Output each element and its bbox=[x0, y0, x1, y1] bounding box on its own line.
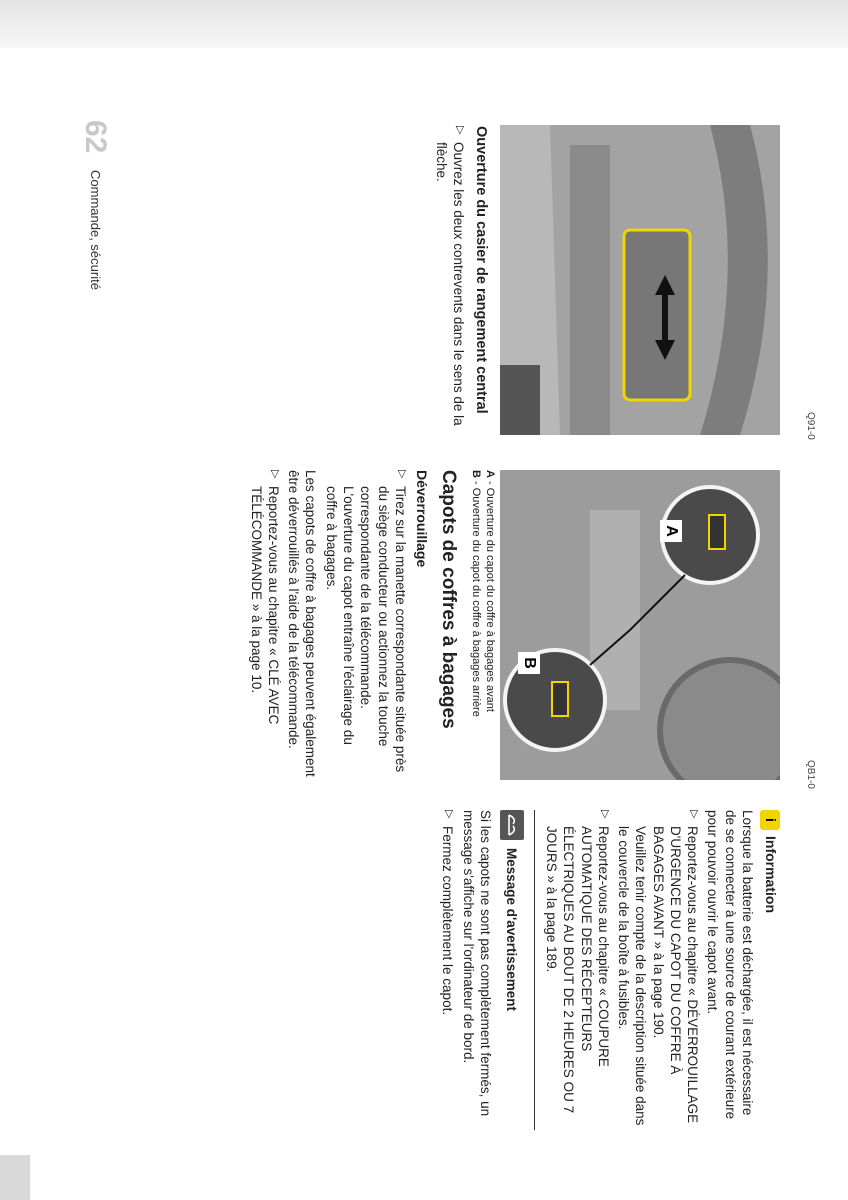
storage-bullet bbox=[433, 126, 468, 446]
hoods-section-title: Capots de coffres à bagages bbox=[438, 470, 459, 729]
triangle-bullet-icon: ▷ bbox=[454, 126, 467, 135]
warning-text: Si les capots ne sont pas complètement fermés, un message s'affiche sur l'ordinateur de bord. bbox=[460, 810, 493, 1117]
running-title: Commande, sécurité bbox=[88, 170, 103, 290]
caption-b-text: Ouverture du capot du coffre à bagages arrière bbox=[470, 487, 483, 717]
info-note: Veuillez tenir compte de la description située dans le couvercle de la boîte à fusibles. bbox=[616, 826, 649, 1126]
hood-release-illustration bbox=[500, 470, 780, 780]
triangle-bullet-icon: ▷ bbox=[598, 810, 611, 819]
warning-bullet-text: Fermez complètement le capot. bbox=[440, 826, 456, 1016]
caption-b-key: B bbox=[470, 470, 483, 478]
hood-photo-code: QB1-0 bbox=[805, 760, 816, 789]
photo-captions bbox=[469, 470, 497, 790]
scan-corner-shadow bbox=[0, 1155, 30, 1200]
hoods-paragraph: Les capots de coffre à bagages peuvent également être déverrouillés à l'aide de la télécommande. bbox=[286, 470, 319, 777]
information-icon: i bbox=[760, 810, 780, 830]
hoods-section bbox=[244, 470, 460, 780]
open-hood-icon-graphic bbox=[505, 813, 519, 837]
storage-section bbox=[430, 126, 490, 446]
hoods-bullet-2 bbox=[247, 470, 282, 780]
rotated-page bbox=[40, 40, 820, 1140]
open-hood-warning-icon bbox=[500, 810, 524, 840]
storage-photo-illustration bbox=[500, 125, 780, 435]
warning-bullet bbox=[439, 810, 456, 1130]
info-bullet-1 bbox=[615, 810, 701, 1130]
warning-title bbox=[500, 810, 524, 1130]
warning-title-text: Message d'avertissement bbox=[504, 848, 520, 1012]
info-title-text: Information bbox=[762, 836, 779, 913]
info-bullet-2 bbox=[543, 810, 612, 1130]
info-bullet-2-text: Reportez-vous au chapitre « COUPURE AUTOMATIQUE DES RÉCEPTEURS ÉLECTRIQUES AU BOUT DE 2 HEURES OU 7 JOURS » à la page 189. bbox=[544, 826, 611, 1114]
hoods-bullet-2-text: Reportez-vous au chapitre « CLÉ AVEC TÉLÉCOMMANDE » à la page 10. bbox=[248, 486, 281, 725]
page-number: 62 bbox=[79, 120, 112, 154]
storage-section-title: Ouverture du casier de rangement central bbox=[473, 126, 489, 414]
info-column bbox=[436, 810, 780, 1130]
caption-a: A - Ouverture du capot du coffre à bagages avant bbox=[484, 470, 496, 712]
info-bullet-1-text: Reportez-vous au chapitre « DÉVERROUILLAGE D'URGENCE DU CAPOT DU COFFRE À BAGAGES AVANT » à la page 190. bbox=[650, 826, 701, 1124]
caption-a-text: Ouverture du capot du coffre à bagages avant bbox=[484, 487, 496, 712]
storage-bullet-text: Ouvrez les deux contrevents dans le sens de la flèche. bbox=[434, 142, 467, 426]
info-divider bbox=[534, 810, 535, 1130]
photo-label-a: A bbox=[660, 520, 682, 542]
triangle-bullet-icon: ▷ bbox=[688, 810, 701, 819]
hoods-bullet-1 bbox=[322, 470, 408, 780]
storage-photo bbox=[500, 125, 780, 435]
triangle-bullet-icon: ▷ bbox=[268, 470, 281, 479]
triangle-bullet-icon: ▷ bbox=[395, 470, 408, 479]
hoods-subtitle: Déverrouillage bbox=[413, 470, 430, 568]
photo-label-b: B bbox=[518, 652, 540, 674]
info-box-title bbox=[760, 810, 780, 1130]
caption-a-key: A bbox=[484, 470, 496, 478]
hoods-bullet-1-text: Tirez sur la manette correspondante située près du siège conducteur ou actionnez la touche correspondante de la télécommande. bbox=[358, 486, 408, 773]
caption-b: B - Ouverture du capot du coffre à bagages arrière bbox=[470, 470, 483, 717]
hood-release-photo bbox=[500, 470, 780, 780]
storage-photo-code: Q91-0 bbox=[805, 412, 816, 440]
hoods-bullet-1-note: L'ouverture du capot entraîne l'éclairage du coffre à bagages. bbox=[323, 486, 356, 745]
triangle-bullet-icon: ▷ bbox=[443, 810, 456, 819]
info-text: Lorsque la batterie est déchargée, il est nécessaire de se connecter à une source de courant extérieure pour pouvoir ouvrir le capot avant. bbox=[705, 810, 755, 1120]
